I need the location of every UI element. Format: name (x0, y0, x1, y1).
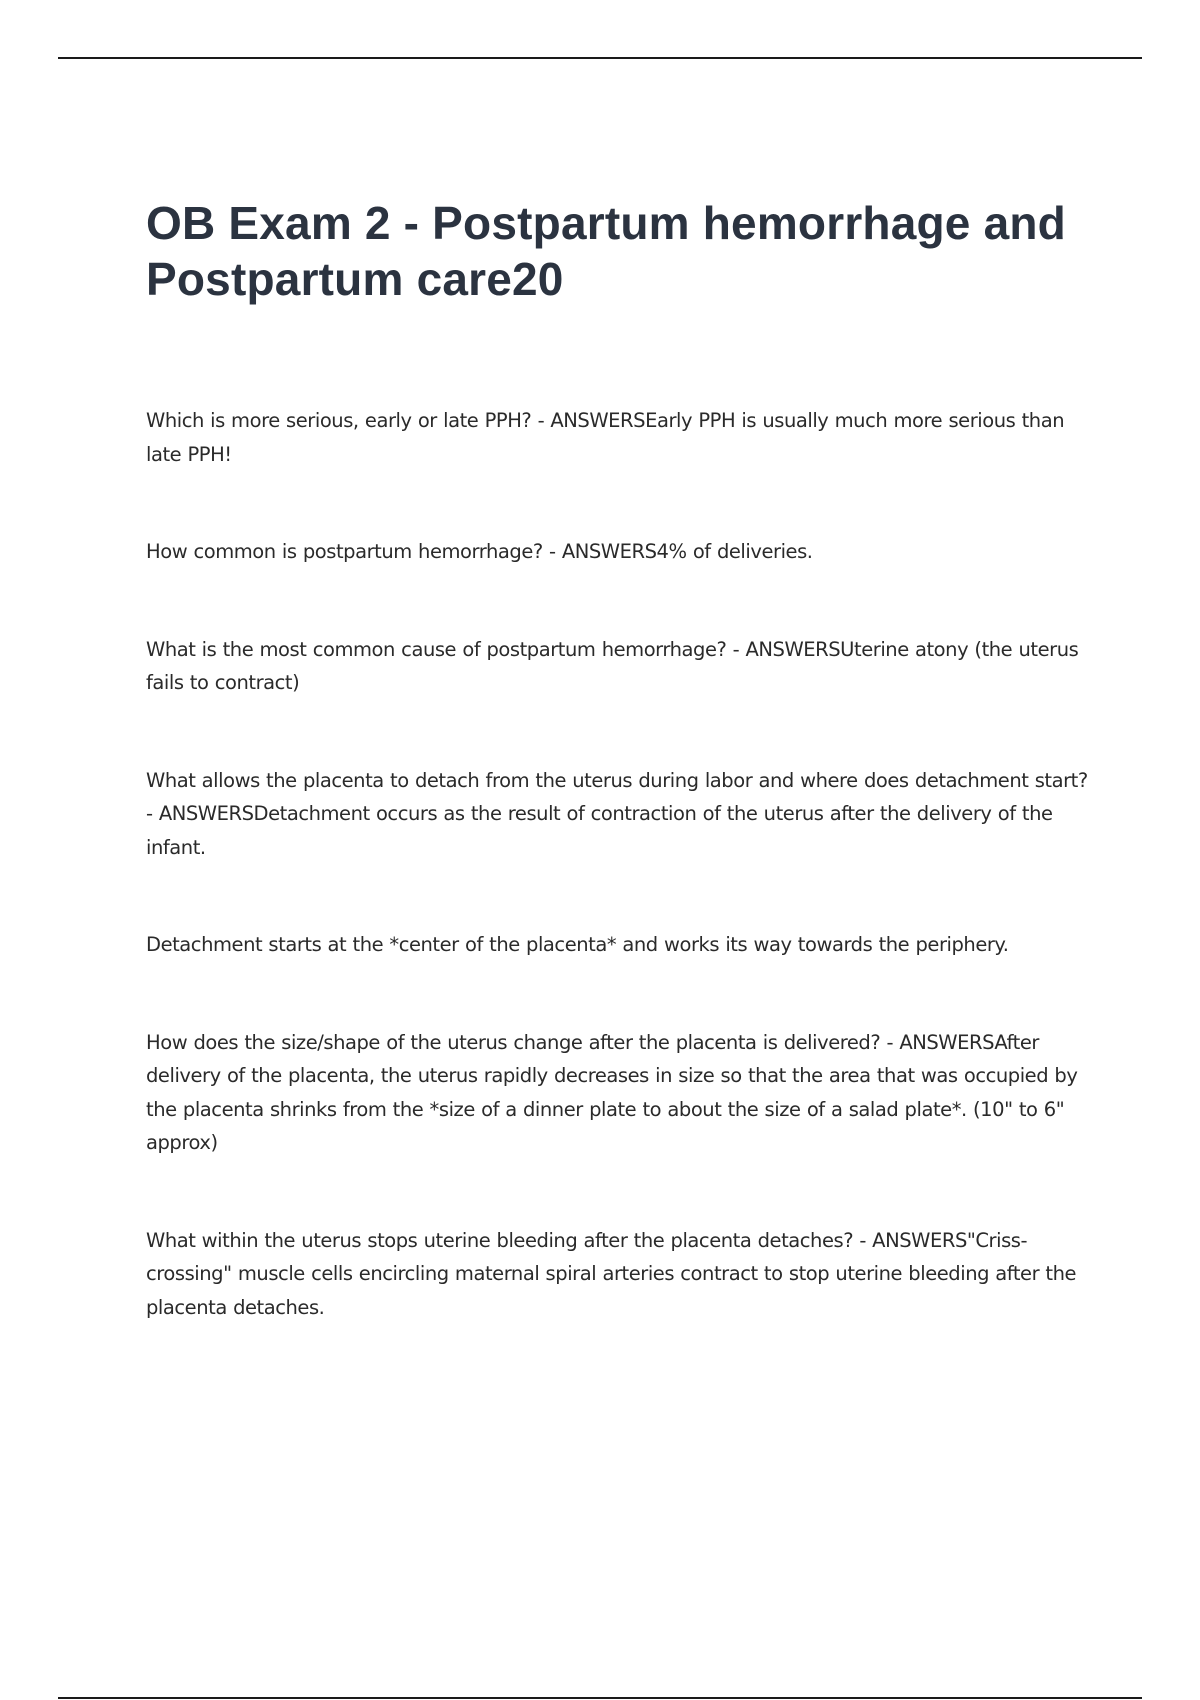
header-rule (58, 57, 1142, 59)
qa-entry: Detachment starts at the *center of the placenta* and works its way towards the periphery. (146, 933, 1009, 956)
qa-entry: What within the uterus stops uterine bleeding after the placenta detaches? - ANSWERS"Criss-crossing" muscle cells encircling maternal spiral arteries contract to stop uterine bleeding after the placenta detaches. (146, 1228, 1077, 1319)
footer-rule (58, 1697, 1142, 1699)
qa-entry: What is the most common cause of postpartum hemorrhage? - ANSWERSUterine atony (the uterus fails to contract) (146, 637, 1079, 694)
document-body (146, 195, 1096, 1388)
qa-entry: What allows the placenta to detach from the uterus during labor and where does detachment start? - ANSWERSDetachment occurs as the result of contraction of the uterus after the delivery of the infant. (146, 768, 1088, 859)
qa-entry: How does the size/shape of the uterus change after the placenta is delivered? - ANSWERSAfter delivery of the placenta, the uterus rapidly decreases in size so that the area that was occupied by the placenta shrinks from the *size of a dinner plate to about the size of a salad plate*. (10" to 6" approx) (146, 1030, 1078, 1154)
qa-list (146, 404, 1096, 1324)
document-title: OB Exam 2 - Postpartum hemorrhage and Postpartum care20 (146, 197, 1066, 305)
qa-entry: How common is postpartum hemorrhage? - ANSWERS4% of deliveries. (146, 540, 813, 563)
qa-entry: Which is more serious, early or late PPH? - ANSWERSEarly PPH is usually much more serious than late PPH! (146, 409, 1065, 466)
